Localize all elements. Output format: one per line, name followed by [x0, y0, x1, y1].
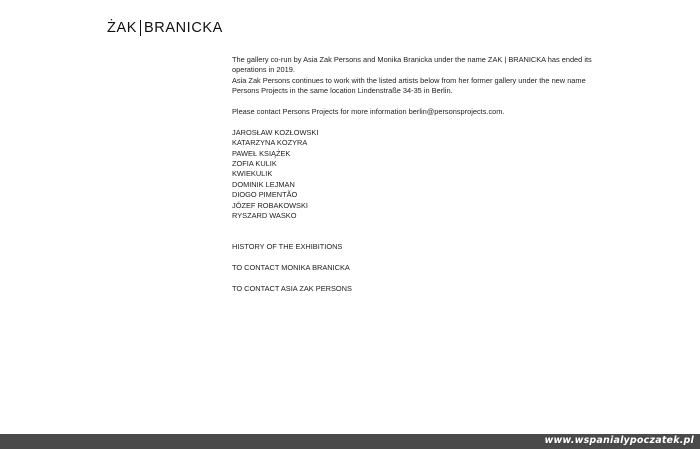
contact-prefix: Please contact Persons Projects for more information: [232, 107, 407, 117]
spacer: [232, 97, 602, 107]
spacer: [232, 253, 602, 263]
logo-branicka: BRANICKA: [144, 20, 223, 36]
site-logo[interactable]: [107, 19, 223, 37]
spacer: [232, 232, 602, 242]
contact-asia-link[interactable]: TO CONTACT ASIA ZAK PERSONS: [232, 283, 352, 293]
intro-continuation-text: Asia Zak Persons continues to work with the listed artists below from her former gallery under the new name Persons Projects in the same location Lindenstraße 34-35 in Berlin.: [232, 75, 586, 96]
spacer: [232, 221, 602, 231]
watermark-bar: [0, 434, 700, 449]
intro-closing-text: The gallery co-run by Asia Zak Persons and Monika Branicka under the name ZAK | BRANICKA has ended its operations in 2019.: [232, 55, 592, 75]
spacer: [232, 273, 602, 283]
spacer: [232, 117, 602, 127]
artist-list: [232, 128, 602, 222]
contact-text: [232, 107, 602, 117]
artist-item-robakowski[interactable]: JÓZEF ROBAKOWSKI: [232, 200, 308, 210]
artist-item-kozlowski[interactable]: JAROSŁAW KOZŁOWSKI: [232, 127, 319, 137]
artist-item-kulik[interactable]: ZOFIA KULIK: [232, 159, 277, 169]
footer-links: [232, 242, 602, 294]
contact-email-link[interactable]: berlin@personsprojects.com: [408, 107, 503, 117]
contact-monika-link[interactable]: TO CONTACT MONIKA BRANICKA: [232, 263, 350, 273]
artist-item-lejman[interactable]: DOMINIK LEJMAN: [232, 179, 295, 189]
watermark-text: www.wspanialypoczatek.pl: [544, 435, 694, 446]
artist-item-pimentao[interactable]: DIOGO PIMENTÃO: [232, 190, 298, 200]
main-content: [232, 55, 602, 294]
artist-item-wasko[interactable]: RYSZARD WASKO: [232, 211, 297, 221]
logo-separator: [140, 20, 141, 36]
history-link[interactable]: HISTORY OF THE EXHIBITIONS: [232, 242, 343, 252]
artist-item-kozyra[interactable]: KATARZYNA KOZYRA: [232, 138, 308, 148]
contact-suffix: .: [502, 107, 505, 117]
logo-zak: ŻAK: [107, 20, 137, 36]
artist-item-kwiekulik[interactable]: KWIEKULIK: [232, 169, 273, 179]
artist-item-ksiazek[interactable]: PAWEŁ KSIĄŻEK: [232, 148, 291, 158]
